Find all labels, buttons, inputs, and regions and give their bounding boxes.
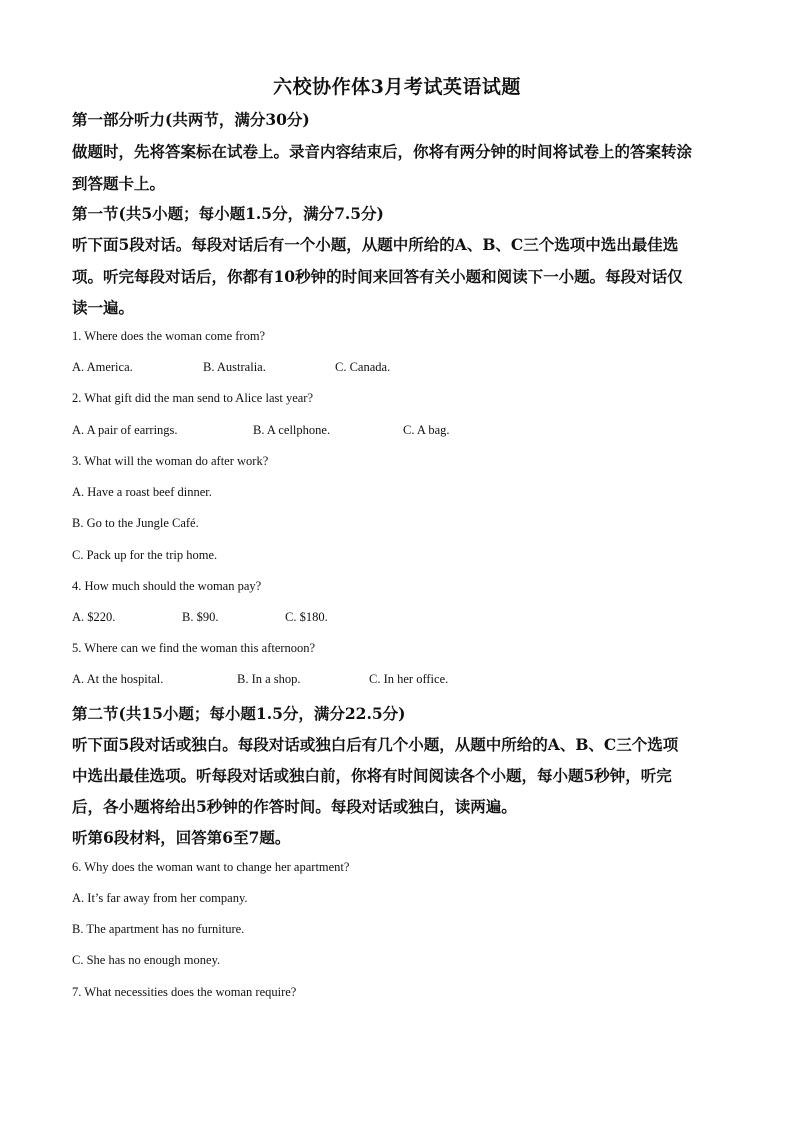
page-title: 六校协作体3月考试英语试题	[273, 76, 521, 98]
question-6-option-a: A. It’s far away from her company.	[72, 891, 248, 905]
question-6: 6. Why does the woman want to change her apartment?	[72, 860, 350, 874]
question-4: 4. How much should the woman pay?	[72, 579, 262, 593]
question-7: 7. What necessities does the woman require?	[72, 985, 297, 999]
section2-instruction-line1: 听下面5段对话或独白。每段对话或独白后有几个小题，从题中所给的A、B、C三个选项	[72, 735, 679, 754]
question-3: 3. What will the woman do after work?	[72, 454, 269, 468]
section2-instruction-line3: 后，各小题将给出5秒钟的作答时间。每段对话或独白，读两遍。	[72, 797, 517, 816]
section1-heading: 第一节(共5小题；每小题1.5分，满分7.5分)	[72, 204, 384, 223]
section1-instruction-line2: 项。听完每段对话后，你都有10秒钟的时间来回答有关小题和阅读下一小题。每段对话仅	[72, 267, 683, 286]
question-6-option-c: C. She has no enough money.	[72, 953, 221, 967]
question-5-option-a: A. At the hospital.	[72, 672, 164, 686]
section2-heading: 第二节(共15小题；每小题1.5分，满分22.5分)	[72, 704, 406, 723]
question-6-option-b: B. The apartment has no furniture.	[72, 922, 245, 936]
material-6-heading: 听第6段材料，回答第6至7题。	[72, 828, 291, 847]
part1-instruction-line2: 到答题卡上。	[72, 174, 166, 193]
section2-instruction-line2: 中选出最佳选项。听每段对话或独白前，你将有时间阅读各个小题，每小题5秒钟，听完	[72, 766, 672, 785]
question-1-option-c: C. Canada.	[335, 360, 391, 374]
section1-instruction-line3: 读一遍。	[72, 298, 135, 317]
question-2: 2. What gift did the man send to Alice last year?	[72, 391, 314, 405]
question-5: 5. Where can we find the woman this afternoon?	[72, 641, 316, 655]
question-3-option-a: A. Have a roast beef dinner.	[72, 485, 212, 499]
question-3-option-b: B. Go to the Jungle Café.	[72, 516, 199, 530]
question-4-option-c: C. $180.	[285, 610, 328, 624]
question-1: 1. Where does the woman come from?	[72, 329, 266, 343]
question-1-option-b: B. Australia.	[203, 360, 266, 374]
section1-instruction-line1: 听下面5段对话。每段对话后有一个小题，从题中所给的A、B、C三个选项中选出最佳选	[72, 235, 679, 254]
question-5-option-c: C. In her office.	[369, 672, 449, 686]
part1-instruction-line1: 做题时，先将答案标在试卷上。录音内容结束后，你将有两分钟的时间将试卷上的答案转涂	[72, 142, 693, 161]
question-2-option-a: A. A pair of earrings.	[72, 423, 178, 437]
part1-heading: 第一部分听力(共两节，满分30分)	[72, 110, 310, 129]
question-5-option-b: B. In a shop.	[237, 672, 301, 686]
question-1-option-a: A. America.	[72, 360, 133, 374]
question-2-option-b: B. A cellphone.	[253, 423, 331, 437]
question-4-option-b: B. $90.	[182, 610, 219, 624]
question-2-option-c: C. A bag.	[403, 423, 450, 437]
question-3-option-c: C. Pack up for the trip home.	[72, 548, 218, 562]
question-4-option-a: A. $220.	[72, 610, 116, 624]
